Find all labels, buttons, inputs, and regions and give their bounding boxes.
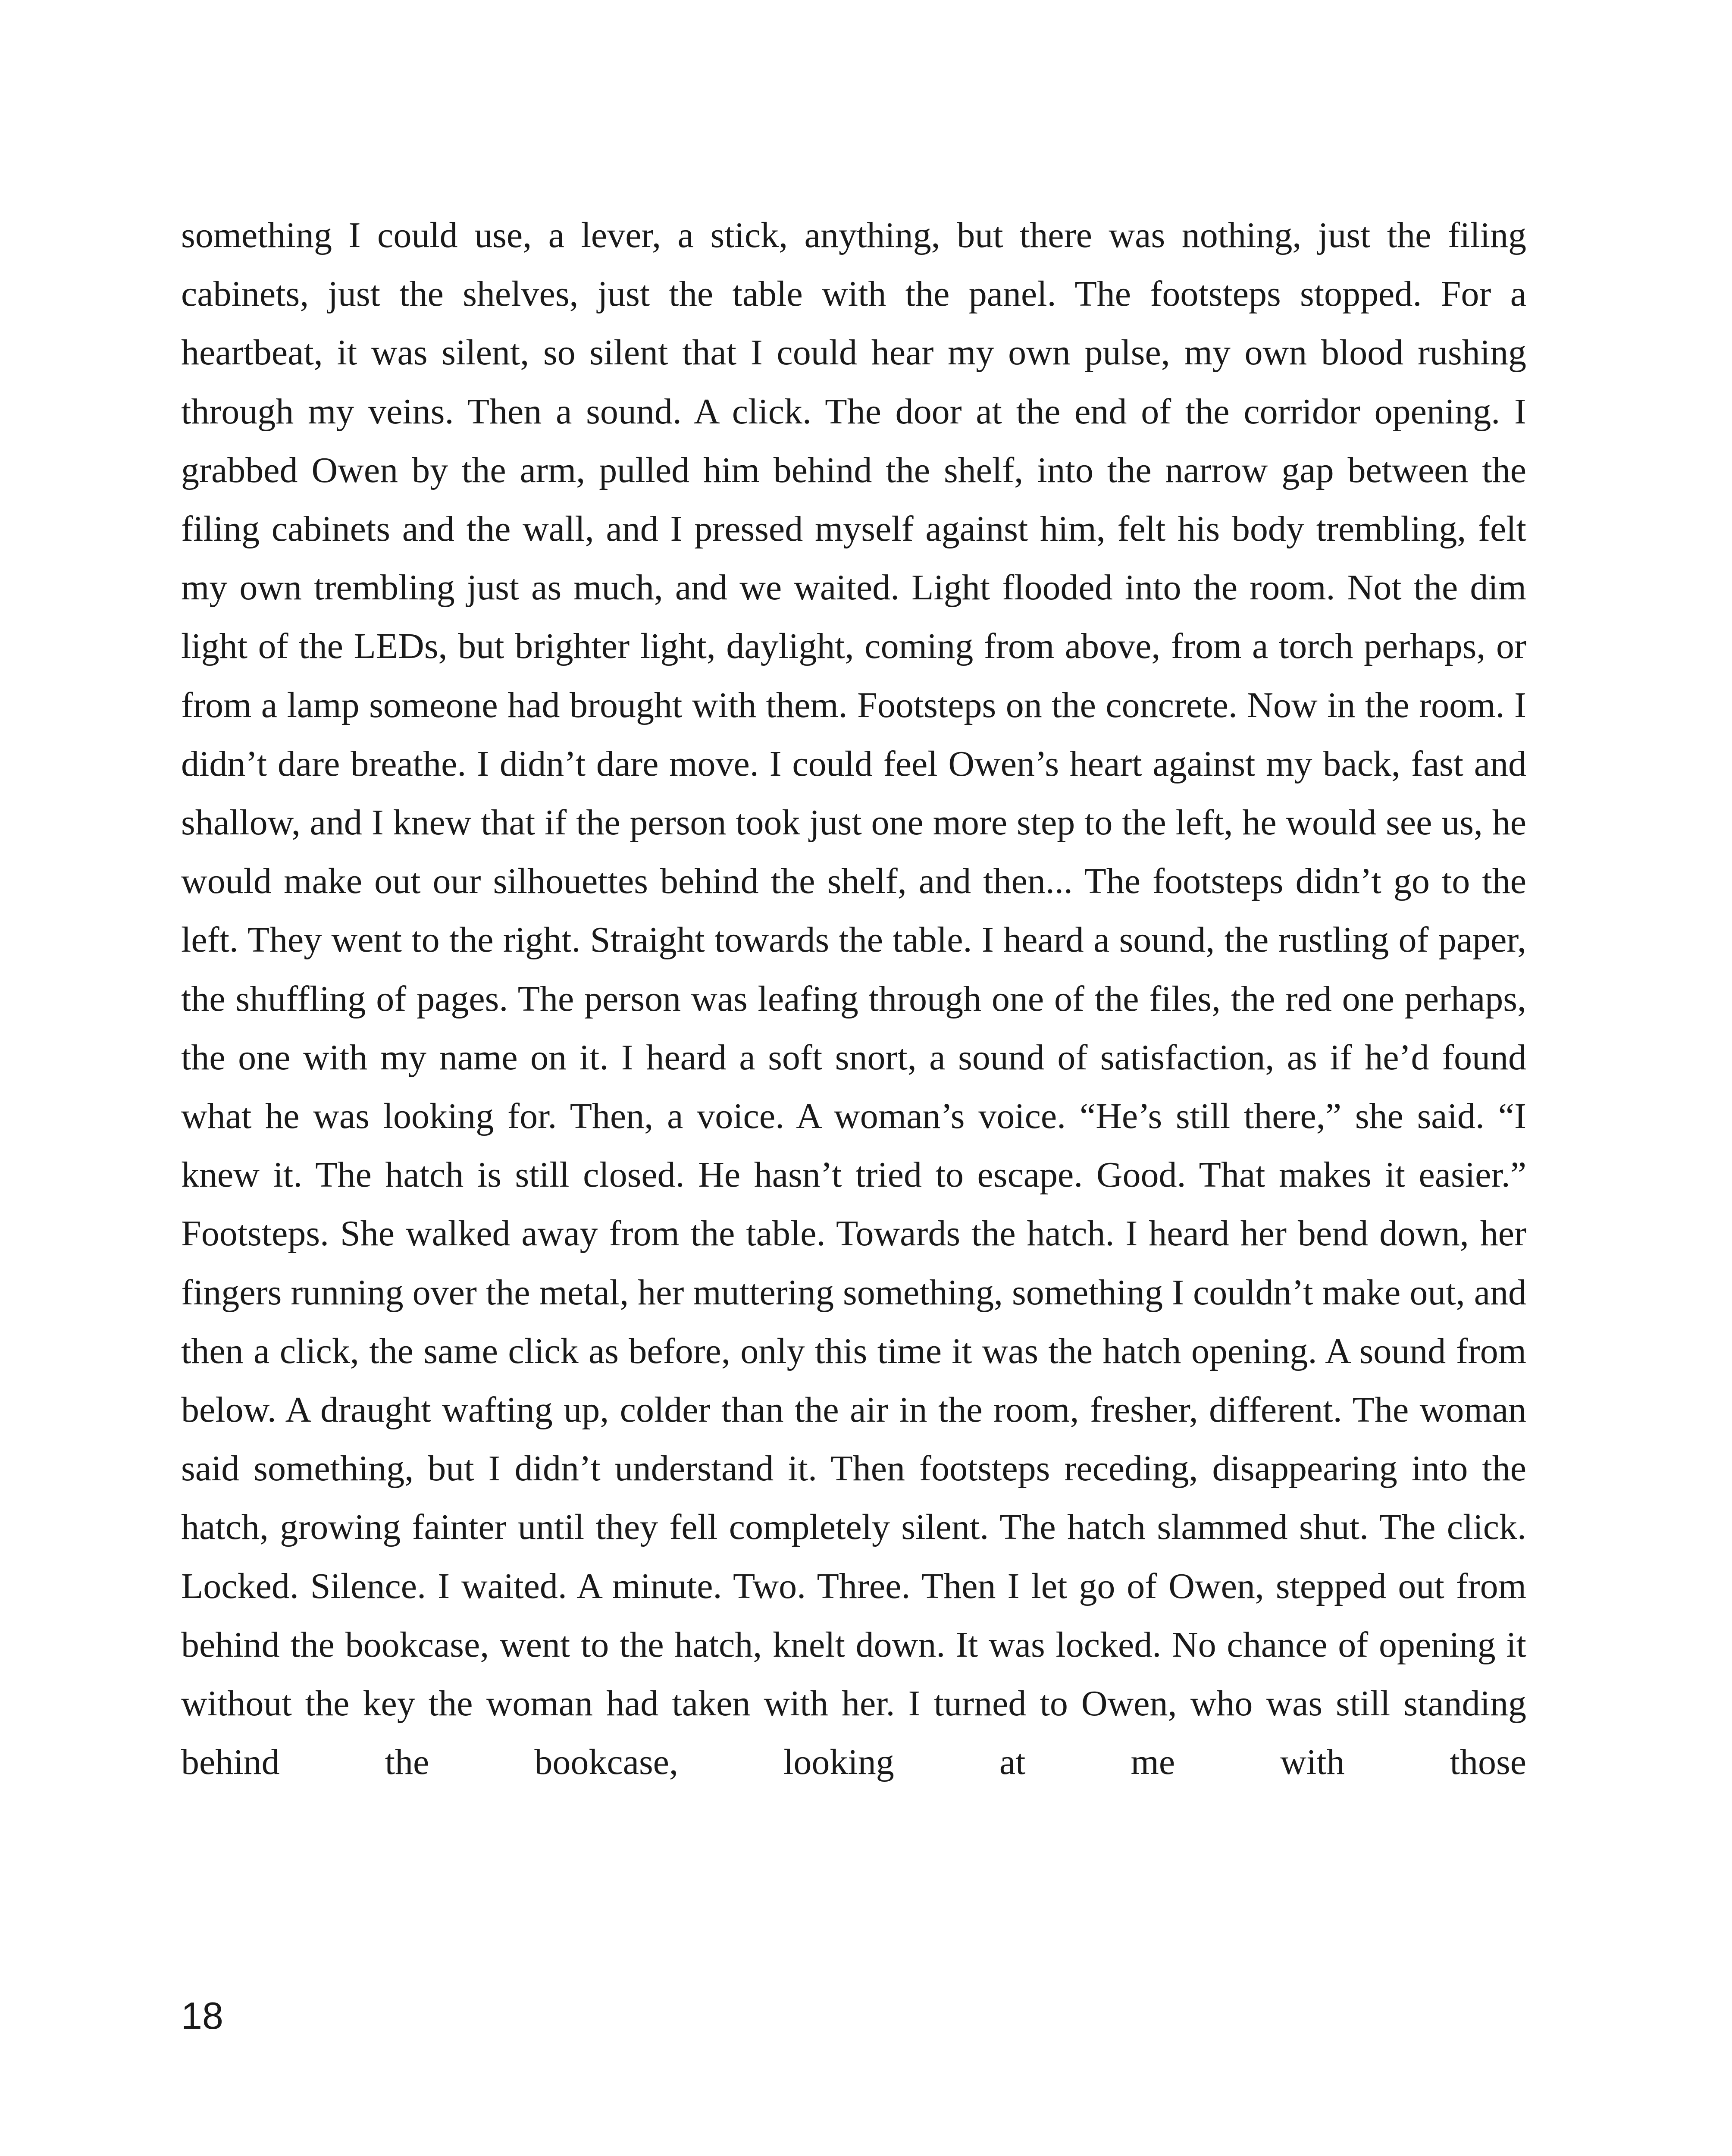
page-number: 18 [181, 1994, 223, 2037]
body-paragraph: something I could use, a lever, a stick, anything, but there was nothing, just the filing cabinets, just the shelves, just the table with the panel. The footsteps stopped. For a heartbeat, it was silent, so silent that I could hear my own pulse, my own blood rushing through my veins. Then a sound. A click. The door at the end of the corridor opening. I grabbed Owen by the arm, pulled him behind the shelf, into the narrow gap between the filing cabinets and the wall, and I pressed myself against him, felt his body trembling, felt my own trembling just as much, and we waited. Light flooded into the room. Not the dim light of the LEDs, but brighter light, daylight, coming from above, from a torch perhaps, or from a lamp someone had brought with them. Footsteps on the concrete. Now in the room. I didn’t dare breathe. I didn’t dare move. I could feel Owen’s heart against my back, fast and shallow, and I knew that if the person took just one more step to the left, he would see us, he would make out our silhouettes behind the shelf, and then... The footsteps didn’t go to the left. They went to the right. Straight towards the table. I heard a sound, the rustling of paper, the shuffling of pages. The person was leafing through one of the files, the red one perhaps, the one with my name on it. I heard a soft snort, a sound of satisfaction, as if he’d found what he was looking for. Then, a voice. A woman’s voice. “He’s still there,” she said. “I knew it. The hatch is still closed. He hasn’t tried to escape. Good. That makes it easier.” Footsteps. She walked away from the table. Towards the hatch. I heard her bend down, her fingers running over the metal, her muttering something, something I couldn’t make out, and then a click, the same click as before, only this time it was the hatch opening. A sound from below. A draught wafting up, colder than the air in the room, fresher, different. The woman said something, but I didn’t understand it. Then footsteps receding, disappearing into the hatch, growing fainter until they fell completely silent. The hatch slammed shut. The click. Locked. Silence. I waited. A minute. Two. Three. Then I let go of Owen, stepped out from behind the bookcase, went to the hatch, knelt down. It was locked. No chance of opening it without the key the woman had taken with her. I turned to Owen, who was still standing behind the bookcase, looking at me with those [181, 215, 1526, 1783]
